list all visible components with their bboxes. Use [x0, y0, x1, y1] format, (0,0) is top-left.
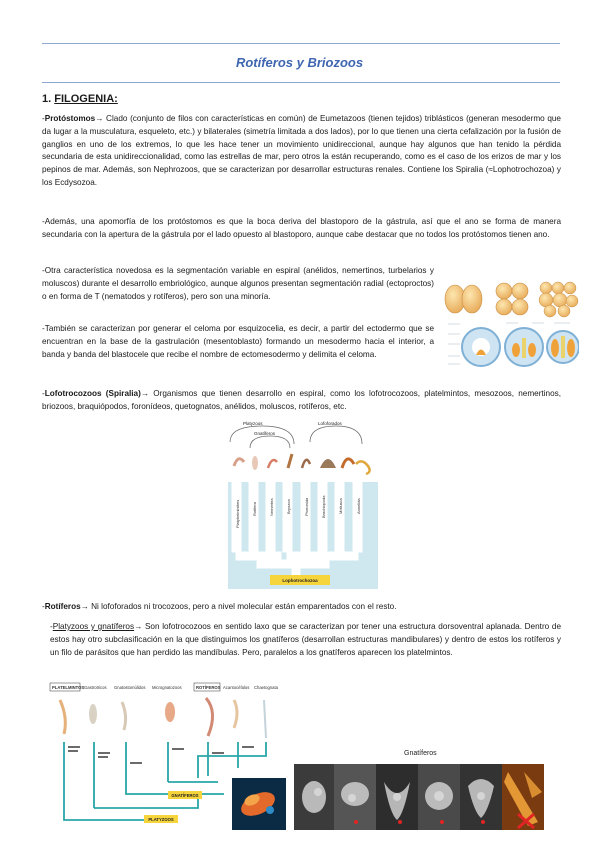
taxon-label: Brachiopoda	[321, 495, 326, 518]
top-rule	[42, 43, 560, 44]
text-protostomos: Clado (conjunto de filos con características en común) de Eumetazoos (tienen tejidos) triblásticos (generan mesodermo que da lugar a la musculatura, esqueleto, etc.) y bilaterales (simetría limitada a dos lados), por lo que tienen una cierta cefalización por la fusión de ganglios en uno de los extremos, lo que les hace tener un movimiento unidireccional, aunque hay algunos que han tenido la pérdida secundaria de esta unidireccionalidad, como las estrellas de mar, pero otros la están recuperando, como es el caso de los erizos de mar y los pepinos de mar. Además, son Nephrozoos, que se caracterizan por desarrollar estructuras renales. Contiene los Spiralia (≈Lophotrochozoa) y los Ecdysozoa.	[42, 114, 561, 187]
text-rotiferos: Ni lofoforados ni trocozoos, pero a nivel molecular están emparentados con el resto.	[88, 602, 397, 611]
header-taxon: ROTÍFEROS	[196, 685, 221, 690]
paragraph-apomorfia: -Además, una apomorfía de los protóstomos es que la boca deriva del blastoporo de la gástrula, así que el ano se forma de manera secundaria con la apertura de la gástrula por el lado opuesto al blastoporo, aunque cabe destacar que no todos los protóstomos tienen ano.	[42, 217, 561, 239]
root-label: Lophotrochozoa	[282, 578, 318, 583]
taxon-label: Platyhelminthes	[235, 499, 240, 528]
document-title: Rotíferos y Briozoos	[235, 55, 364, 70]
taxon-label: Mollusca	[338, 498, 343, 514]
paragraph-lofotrocozoos: -Lofotrocozoos (Spiralia)→ Organismos que tienen desarrollo en espiral, como los lofotrocozoos, platelmintos, mesozoos, nemertinos, briozoos, braquiópodos, foronídeos, quetognatos, anélidos, moluscos, rotíferos, etc.	[42, 389, 561, 411]
root-label: PLATYZOOS	[148, 817, 174, 822]
paragraph-protostomos: -Protóstomos→ Clado (conjunto de filos con características en común) de Eumetazoos (tienen tejidos) triblásticos (generan mesodermo que da lugar a la musculatura, esqueleto, etc.) y bilaterales (simetría limitada a dos lados), por lo que tienen una cierta cefalización por la fusión de ganglios en uno de los extremos, lo que les hace tener un movimiento unidireccional, aunque hay algunos que han tenido la pérdida secundaria de esta unidireccionalidad, como las estrellas de mar, pero otros la están recuperando, como es el caso de los erizos de mar y los pepinos de mar. Además, son Nephrozoos, que se caracterizan por desarrollar estructuras renales. Contiene los Spiralia (≈Lophotrochozoa) y los Ecdysozoa.	[42, 114, 561, 187]
header-taxon: Chaetognata	[254, 685, 278, 690]
header-taxon: Gnatostomúlidos	[114, 685, 146, 690]
platyzoa-tree-figure	[48, 682, 288, 832]
text-platyzoos: Son lofotrocozoos en sentido laxo que se caracterizan por tener una estructura dorsoventral aplanada. Dentro de estos hay otro subclasificación en la que distinguimos los gnatíferos (desarrollan estructuras mandibulares) y dentro de estos los rotíferos y un filo de parásitos que han perdido las mandíbulas. Pero, paralelos a los gnatíferos aparecen los platelmintos.	[50, 622, 561, 657]
paragraph-rotiferos: -Rotíferos→ Ni lofoforados ni trocozoos, pero a nivel molecular están emparentados con el resto.	[42, 602, 397, 611]
header-taxon: PLATELMINTOS	[52, 685, 85, 690]
paragraph-segmentacion: -Otra característica novedosa es la segmentación variable en espiral (anélidos, nemertinos, turbelarios y moluscos) durante el desarrollo embriológico, aunque algunos presentan segmentación radial (ectoproctos) o en forma de T (nematodos y rotíferos), pero son una minoría.	[42, 266, 434, 301]
text-lofotrocozoos: Organismos que tienen desarrollo en espiral, como los lofotrocozoos, platelmintos, mesozoos, nemertinos, briozoos, braquiópodos, foronídeos, quetognatos, anélidos, moluscos, rotíferos, etc.	[42, 389, 561, 411]
lophotrochozoa-tree-figure	[222, 418, 384, 589]
term-platyzoos: Platyzoos y gnatíferos	[52, 622, 135, 631]
term-rotiferos: Rotíferos	[44, 602, 81, 611]
header-taxon: Acantocéfalos	[223, 685, 250, 690]
label-lofoforados: Lofoforados	[318, 421, 342, 426]
section-title: FILOGENIA:	[54, 93, 118, 105]
label-gnatiferos: Gnatíferos	[254, 431, 276, 436]
arrow-glyph: →	[140, 389, 150, 398]
arrow-glyph: →	[95, 114, 104, 123]
label-platyzoos: Platyzoos	[243, 421, 263, 426]
header-taxon: Micrognatozoos	[152, 685, 182, 690]
section-heading	[42, 93, 118, 105]
arrow-glyph: →	[80, 602, 89, 611]
header-taxon: Gastrotricos	[84, 685, 107, 690]
gnatiferos-sem-figure	[292, 742, 552, 832]
taxon-label: Phoronida	[304, 497, 309, 516]
schizocoely-figure	[446, 318, 579, 372]
taxon-label: Bryozoa	[286, 499, 291, 514]
figure-title: Gnatíferos	[404, 750, 437, 757]
clade-label: GNATÍFEROS	[171, 793, 199, 798]
paragraph-platyzoos: -Platyzoos y gnatíferos→ Son lofotrocozoos en sentido laxo que se caracterizan por tener una estructura dorsoventral aplanada. Dentro de estos hay otro subclasificación en la que distinguimos los gnatíferos (desarrollan estructuras mandibulares) y dentro de estos los rotíferos y un filo de parásitos que han perdido las mandíbulas. Pero, paralelos a los gnatíferos aparecen los platelmintos.	[50, 622, 561, 657]
taxon-label: Annelida	[356, 498, 361, 514]
term-lofotrocozoos: Lofotrocozoos (Spiralia)	[44, 389, 141, 398]
term-protostomos: Protóstomos	[44, 114, 96, 123]
title-rule	[42, 82, 560, 83]
taxon-label: Rotifera	[252, 501, 257, 516]
arrow-glyph: →	[134, 622, 143, 631]
section-number: 1.	[42, 93, 52, 105]
spiral-cleavage-figure	[444, 280, 579, 318]
paragraph-celoma: -También se caracterizan por generar el celoma por esquizocelia, es decir, a partir del ectodermo que se encuentran en la base de la gastrulación (mesentoblasto) formando un mesodermo hacia el interior, a banda y banda del blastocele que recibe el nombre de ectomesodermo y delimita el celoma.	[42, 324, 434, 359]
taxon-label: Nemertea	[269, 498, 274, 516]
